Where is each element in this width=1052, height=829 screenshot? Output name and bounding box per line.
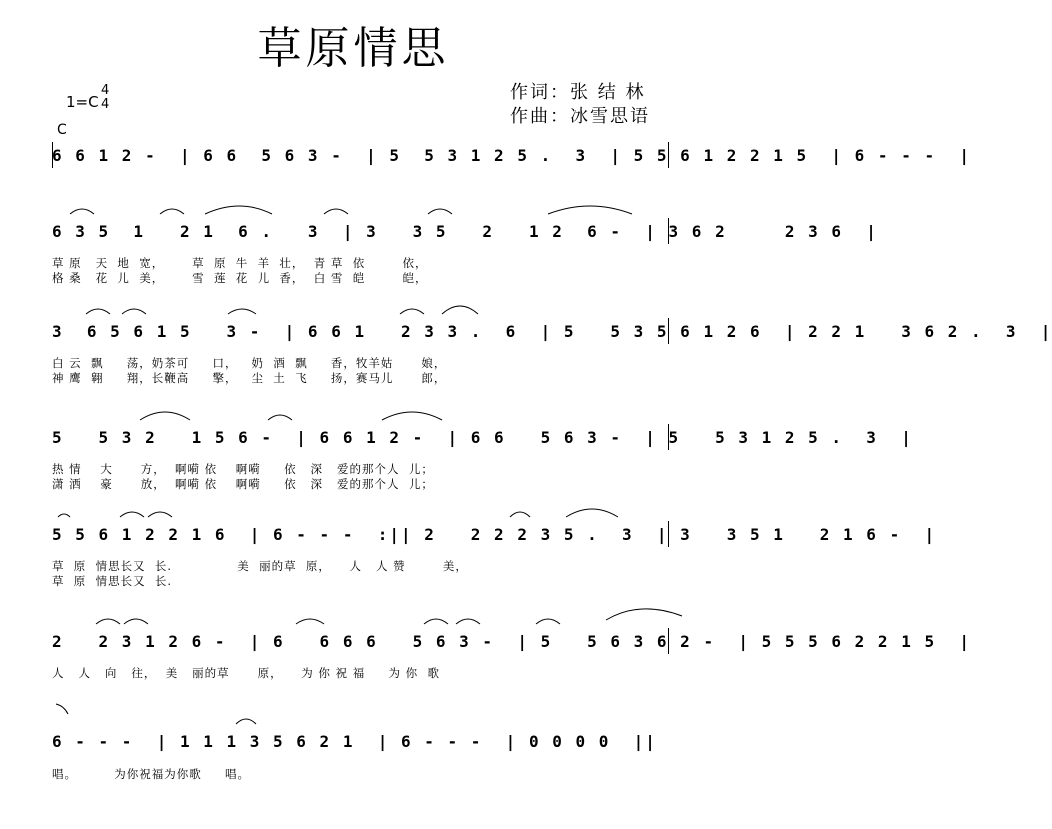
lyric-line-4b: 潇 洒 豪 放， 啊嗬 依 啊嗬 依 深 爱的那个人 儿； xyxy=(52,477,434,491)
lyric-line-5a: 草 原 情思长又 长. 美 丽的草 原， 人 人 赞 美， xyxy=(52,559,468,573)
lyric-line-3b: 神 鹰 翱 翔，长鞭高 擎， 尘 土 飞 扬，赛马儿 郎， xyxy=(52,371,447,385)
song-title: 草原情思 xyxy=(257,23,450,74)
barline xyxy=(668,521,669,547)
lyric-line-7: 唱。 为你祝福为你歌 唱。 xyxy=(52,767,251,781)
notes-line-2: 6 3 5 1 2 1 6 . 3 | 3 3 5 2 1 2 6 - | 3 6 2 2 3 6 | xyxy=(52,222,878,241)
notes-line-6: 2 2 3 1 2 6 - | 6 6 6 6 5 6 3 - | 5 5 6 3 6 2 - | 5 5 5 6 2 2 1 5 | xyxy=(52,632,971,651)
notes-line-3: 3 6 5 6 1 5 3 - | 6 6 1 2 3 3 . 6 | 5 5 3 5 6 1 2 6 | 2 2 1 3 6 2 . 3 | xyxy=(52,322,1052,341)
lyric-line-6a: 人 人 向 往， 美 丽的草 原， 为 你 祝 福 为 你 歌 xyxy=(52,666,440,680)
notes-line-5: 5 5 6 1 2 2 1 6 | 6 - - - :|| 2 2 2 2 3 5 . 3 | 3 3 5 1 2 1 6 - | xyxy=(52,525,937,544)
lyric-line-2a: 草 原 天 地 宽， 草 原 牛 羊 壮， 青 草 依 依， xyxy=(52,256,428,270)
time-signature xyxy=(101,84,109,112)
notes-line-4: 5 5 3 2 1 5 6 - | 6 6 1 2 - | 6 6 5 6 3 - | 5 5 3 1 2 5 . 3 | xyxy=(52,428,913,447)
lyric-line-3a: 白 云 飘 荡，奶茶可 口， 奶 酒 飘 香，牧羊姑 娘， xyxy=(52,356,447,370)
lyricist-credit: 作词：张 结 林 xyxy=(510,82,646,103)
lyric-line-4a: 热 情 大 方， 啊嗬 依 啊嗬 依 深 爱的那个人 儿； xyxy=(52,462,434,476)
barline xyxy=(668,218,669,244)
barline xyxy=(668,424,669,450)
time-signature-top: 4 xyxy=(101,83,110,98)
notes-line-7: 6 - - - | 1 1 1 3 5 6 2 1 | 6 - - - | 0 0 0 0 || xyxy=(52,732,657,751)
barline xyxy=(668,142,669,168)
time-signature-bottom: 4 xyxy=(101,97,110,112)
barline xyxy=(668,318,669,344)
composer-credit: 作曲：冰雪思语 xyxy=(510,106,650,127)
lyric-line-5b: 草 原 情思长又 长. xyxy=(52,574,429,588)
lyric-line-2b: 格 桑 花 儿 美， 雪 莲 花 儿 香， 白 雪 皑 皑， xyxy=(52,271,428,285)
barline xyxy=(52,142,53,168)
barline xyxy=(668,628,669,654)
notes-line-1: 6 6 1 2 - | 6 6 5 6 3 - | 5 5 3 1 2 5 . 3 | 5 5 6 1 2 2 1 5 | 6 - - - | xyxy=(52,146,971,165)
c-mark: C xyxy=(57,122,67,138)
key-signature: 1=C xyxy=(66,93,99,111)
